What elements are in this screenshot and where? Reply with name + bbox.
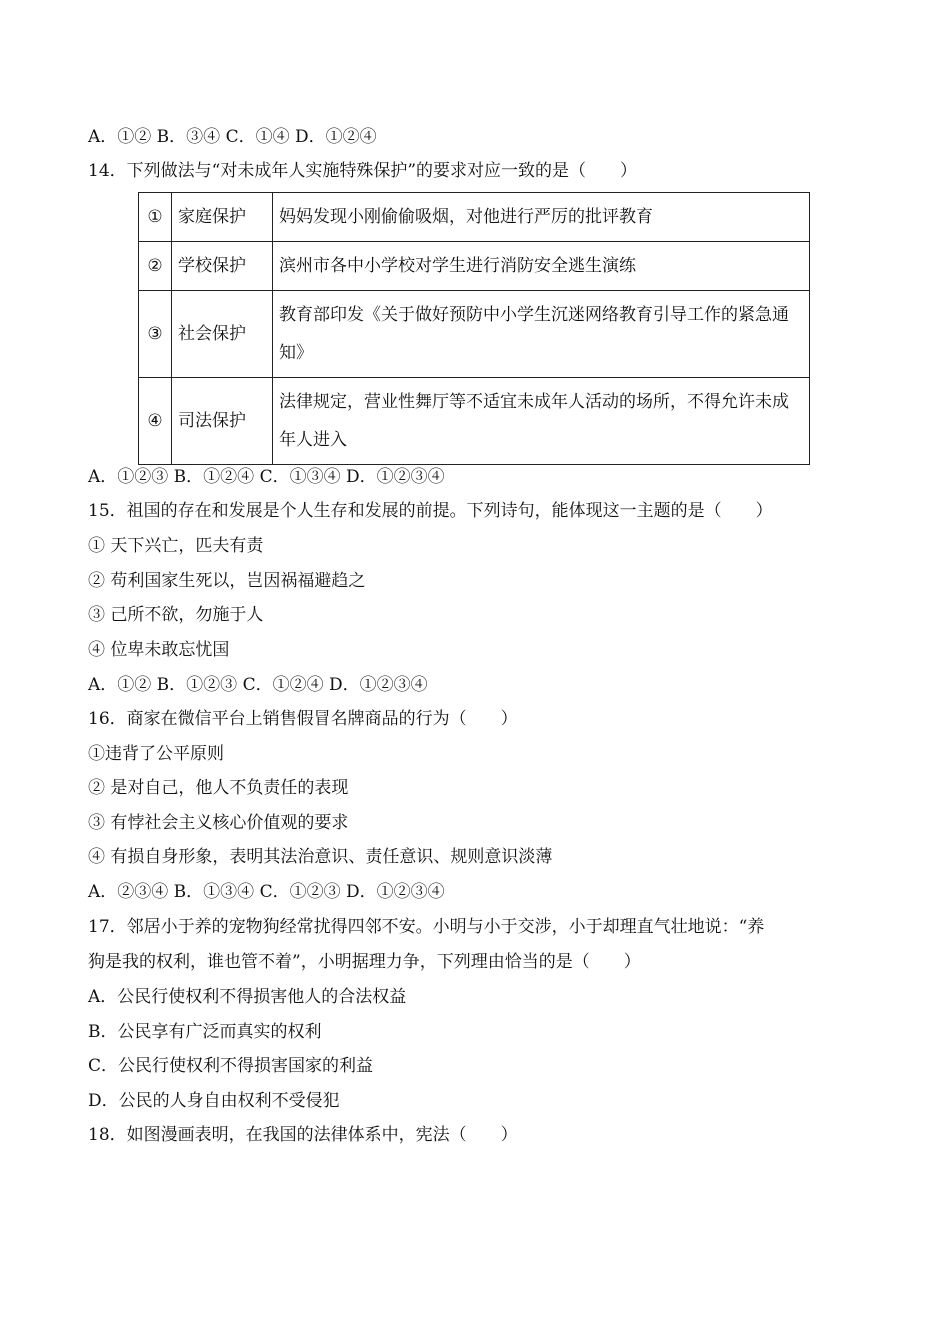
q15-stem: 15．祖国的存在和发展是个人生存和发展的前提。下列诗句，能体现这一主题的是（ ） bbox=[88, 501, 773, 521]
q17-option: D．公民的人身自由权利不受侵犯 bbox=[88, 1091, 340, 1111]
q17-option: C．公民行使权利不得损害国家的利益 bbox=[88, 1056, 374, 1076]
q14-options: A．①②③ B．①②④ C．①③④ D．①②③④ bbox=[88, 467, 445, 487]
q16-options: A．②③④ B．①③④ C．①②③ D．①②③④ bbox=[88, 882, 445, 902]
row-number: ③ bbox=[139, 291, 172, 378]
q15-item: ③ 己所不欲，勿施于人 bbox=[88, 605, 264, 625]
q15-item: ① 天下兴亡，匹夫有责 bbox=[88, 536, 264, 556]
q16-item: ② 是对自己，他人不负责任的表现 bbox=[88, 778, 349, 798]
q16-item: ①违背了公平原则 bbox=[88, 744, 224, 764]
row-number: ② bbox=[139, 242, 172, 291]
q16-item: ④ 有损自身形象，表明其法治意识、责任意识、规则意识淡薄 bbox=[88, 847, 553, 867]
protection-type: 社会保护 bbox=[172, 291, 273, 378]
q17-option: B．公民享有广泛而真实的权利 bbox=[88, 1022, 322, 1042]
table-row bbox=[139, 378, 810, 465]
q18-stem: 18．如图漫画表明，在我国的法律体系中，宪法（ ） bbox=[88, 1125, 518, 1145]
q17-stem-line2: 狗是我的权利，谁也管不着”，小明据理力争，下列理由恰当的是（ ） bbox=[88, 952, 641, 972]
q17-option: A．公民行使权利不得损害他人的合法权益 bbox=[88, 987, 407, 1007]
q15-item: ② 苟利国家生死以，岂因祸福避趋之 bbox=[88, 571, 366, 591]
row-number: ④ bbox=[139, 378, 172, 465]
protection-description: 教育部印发《关于做好预防中小学生沉迷网络教育引导工作的紧急通知》 bbox=[273, 291, 810, 378]
protection-type: 家庭保护 bbox=[172, 193, 273, 242]
protection-type: 司法保护 bbox=[172, 378, 273, 465]
table-row bbox=[139, 291, 810, 378]
q16-item: ③ 有悖社会主义核心价值观的要求 bbox=[88, 813, 349, 833]
protection-description: 妈妈发现小刚偷偷吸烟，对他进行严厉的批评教育 bbox=[273, 193, 810, 242]
table-row bbox=[139, 193, 810, 242]
q16-stem: 16．商家在微信平台上销售假冒名牌商品的行为（ ） bbox=[88, 709, 518, 729]
q15-item: ④ 位卑未敢忘忧国 bbox=[88, 640, 230, 660]
row-number: ① bbox=[139, 193, 172, 242]
q17-stem-line1: 17．邻居小于养的宠物狗经常扰得四邻不安。小明与小于交涉，小于却理直气壮地说：“养 bbox=[88, 917, 765, 937]
protection-description: 法律规定，营业性舞厅等不适宜未成年人活动的场所，不得允许未成年人进入 bbox=[273, 378, 810, 465]
protection-description: 滨州市各中小学校对学生进行消防安全逃生演练 bbox=[273, 242, 810, 291]
q13-options: A．①② B．③④ C．①④ D．①②④ bbox=[88, 127, 377, 147]
protection-type: 学校保护 bbox=[172, 242, 273, 291]
table-row bbox=[139, 242, 810, 291]
q15-options: A．①② B．①②③ C．①②④ D．①②③④ bbox=[88, 675, 428, 695]
q14-stem: 14．下列做法与“对未成年人实施特殊保护”的要求对应一致的是（ ） bbox=[88, 161, 638, 181]
protection-table bbox=[138, 192, 810, 465]
